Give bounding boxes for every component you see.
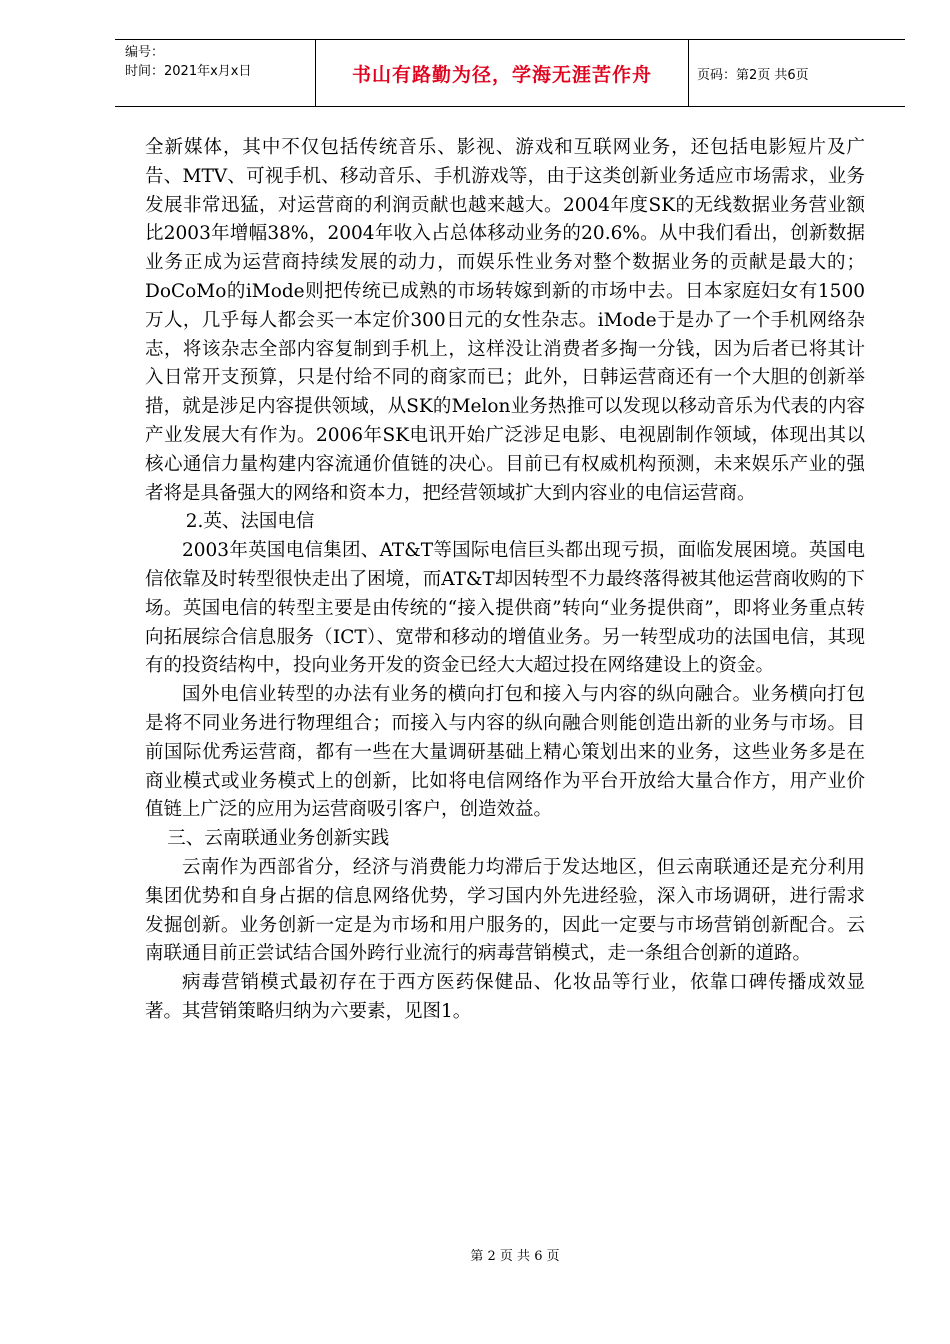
document-number: 编号：: [125, 45, 165, 60]
header-page-number: 页码：第2页 共6页: [697, 67, 809, 83]
paragraph: 病毒营销模式最初存在于西方医药保健品、化妆品等行业，依靠口碑传播成效显著。其营销策略归纳为六要素，见图1。: [145, 972, 865, 1022]
header-meta: [115, 40, 315, 106]
page-footer: 第 2 页 共 6 页: [470, 1249, 560, 1264]
header-motto-cell: [315, 40, 689, 106]
paragraph: 云南作为西部省分，经济与消费能力均滞后于发达地区，但云南联通还是充分利用集团优势和自身占据的信息网络优势，学习国内外先进经验，深入市场调研，进行需求发掘创新。业务创新一定是为市场和用户服务的，因此一定要与市场营销创新配合。云南联通目前正尝试结合国外跨行业流行的病毒营销模式，走一条组合创新的道路。: [145, 856, 865, 965]
section-heading: 三、云南联通业务创新实践: [167, 828, 390, 850]
document-body: [145, 134, 865, 1027]
header-page-cell: [689, 40, 905, 106]
document-time: 时间：2021年x月x日: [125, 64, 252, 79]
page-header: [115, 39, 905, 107]
paragraph: 全新媒体，其中不仅包括传统音乐、影视、游戏和互联网业务，还包括电影短片及广告、MTV、可视手机、移动音乐、手机游戏等，由于这类创新业务适应市场需求，业务发展非常迅猛，对运营商的利润贡献也越来越大。2004年度SK的无线数据业务营业额比2003年增幅38%，2004年收入占总体移动业务的20.6%。从中我们看出，创新数据业务正成为运营商持续发展的动力，而娱乐性业务对整个数据业务的贡献是最大的；DoCoMo的iMode则把传统已成熟的市场转嫁到新的市场中去。日本家庭妇女有1500万人，几乎每人都会买一本定价300日元的女性杂志。iMode于是办了一个手机网络杂志，将该杂志全部内容复制到手机上，这样没让消费者多掏一分钱，因为后者已将其计入日常开支预算，只是付给不同的商家而已；此外，日韩运营商还有一个大胆的创新举措，就是涉足内容提供领域，从SK的Melon业务热推可以发现以移动音乐为代表的内容产业发展大有作为。2006年SK电讯开始广泛涉足电影、电视剧制作领域，体现出其以核心通信力量构建内容流通价值链的决心。目前已有权威机构预测，未来娱乐产业的强者将是具备强大的网络和资本力，把经营领域扩大到内容业的电信运营商。: [145, 137, 865, 504]
section-heading: 2.英、法国电信: [185, 511, 315, 533]
paragraph: 国外电信业转型的办法有业务的横向打包和接入与内容的纵向融合。业务横向打包是将不同业务进行物理组合；而接入与内容的纵向融合则能创造出新的业务与市场。目前国际优秀运营商，都有一些在大量调研基础上精心策划出来的业务，这些业务多是在商业模式或业务模式上的创新，比如将电信网络作为平台开放给大量合作方，用产业价值链上广泛的应用为运营商吸引客户，创造效益。: [145, 684, 865, 821]
paragraph: 2003年英国电信集团、AT&T等国际电信巨头都出现亏损，面临发展困境。英国电信依靠及时转型很快走出了困境，而AT&T却因转型不力最终落得被其他运营商收购的下场。英国电信的转型主要是由传统的“接入提供商”转向“业务提供商”，即将业务重点转向拓展综合信息服务（ICT）、宽带和移动的增值业务。另一转型成功的法国电信，其现有的投资结构中，投向业务开发的资金已经大大超过投在网络建设上的资金。: [145, 540, 865, 677]
motto-text: 书山有路勤为径，学海无涯苦作舟: [351, 63, 652, 86]
